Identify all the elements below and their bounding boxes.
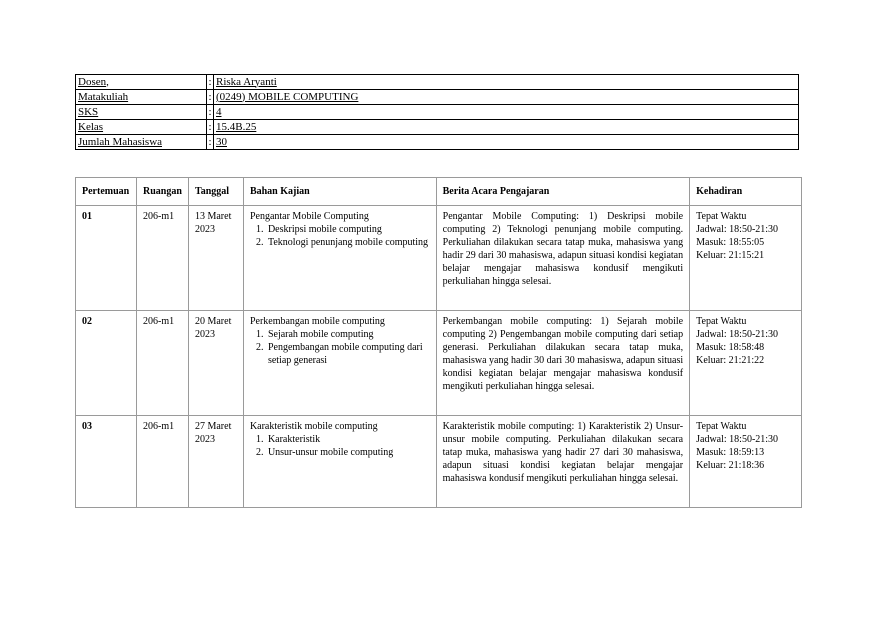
bahan-kajian-cell bbox=[243, 311, 436, 416]
pertemuan-cell: 02 bbox=[76, 311, 137, 416]
info-row-matakuliah bbox=[76, 90, 799, 105]
bahan-item: 1. Deskripsi mobile computing bbox=[266, 223, 430, 236]
header-pertemuan: Pertemuan bbox=[76, 178, 137, 206]
info-value: 30 bbox=[214, 135, 799, 150]
info-row-sks bbox=[76, 105, 799, 120]
ruangan-cell: 206-m1 bbox=[136, 311, 188, 416]
info-row-dosen bbox=[76, 75, 799, 90]
info-separator: : bbox=[208, 105, 212, 118]
berita-acara-cell: Karakteristik mobile computing: 1) Karakteristik 2) Unsur-unsur mobile computing. Perkuliahan dilakukan secara tatap muka, mahasiswa yang hadir 27 dari 30 mahasiswa, adapun situasi kondisi kegiatan belajar mengajar mahasiswa kondusif mengikuti perkuliahan hingga selesai. bbox=[436, 416, 689, 508]
info-row-jumlah-mahasiswa bbox=[76, 135, 799, 150]
info-value: 15.4B.25 bbox=[214, 120, 799, 135]
info-value: (0249) MOBILE COMPUTING bbox=[214, 90, 799, 105]
bahan-kajian-cell bbox=[243, 206, 436, 311]
header-kehadiran: Kehadiran bbox=[690, 178, 802, 206]
info-label: Jumlah Mahasiswa bbox=[76, 135, 207, 150]
info-separator: : bbox=[208, 90, 212, 103]
info-value: Riska Aryanti bbox=[214, 75, 799, 90]
table-header-row bbox=[76, 178, 802, 206]
info-separator: : bbox=[208, 75, 212, 88]
course-info-table bbox=[75, 74, 799, 150]
tanggal-cell: 27 Maret 2023 bbox=[188, 416, 243, 508]
tanggal-cell: 20 Maret 2023 bbox=[188, 311, 243, 416]
info-label: Dosen, bbox=[76, 75, 207, 90]
header-tanggal: Tanggal bbox=[188, 178, 243, 206]
info-label: Matakuliah bbox=[76, 90, 207, 105]
teaching-record-table bbox=[75, 177, 802, 508]
bahan-item: 2. Pengembangan mobile computing dari setiap generasi bbox=[266, 341, 430, 367]
info-separator: : bbox=[208, 135, 212, 148]
bahan-item: 2. Teknologi penunjang mobile computing bbox=[266, 236, 430, 249]
info-row-kelas bbox=[76, 120, 799, 135]
info-label: SKS bbox=[76, 105, 207, 120]
kehadiran-cell: Tepat Waktu Jadwal: 18:50-21:30 Masuk: 18:59:13 Keluar: 21:18:36 bbox=[690, 416, 802, 508]
bahan-item: 1. Karakteristik bbox=[266, 433, 430, 446]
tanggal-cell: 13 Maret 2023 bbox=[188, 206, 243, 311]
bahan-title: Perkembangan mobile computing bbox=[249, 316, 385, 327]
kehadiran-cell: Tepat Waktu Jadwal: 18:50-21:30 Masuk: 18:55:05 Keluar: 21:15:21 bbox=[690, 206, 802, 311]
header-berita-acara: Berita Acara Pengajaran bbox=[436, 178, 689, 206]
header-bahan-kajian: Bahan Kajian bbox=[243, 178, 436, 206]
table-row bbox=[76, 206, 802, 311]
header-ruangan: Ruangan bbox=[136, 178, 188, 206]
table-row bbox=[76, 311, 802, 416]
berita-acara-cell: Pengantar Mobile Computing: 1) Deskripsi mobile computing 2) Teknologi penunjang mobile computing. Perkuliahan dilakukan secara tatap muka, mahasiswa yang hadir 29 dari 30 mahasiswa, adapun situasi kondisi kegiatan belajar mengajar mahasiswa kondusif mengikuti perkuliahan hingga selesai. bbox=[436, 206, 689, 311]
ruangan-cell: 206-m1 bbox=[136, 206, 188, 311]
table-row bbox=[76, 416, 802, 508]
kehadiran-cell: Tepat Waktu Jadwal: 18:50-21:30 Masuk: 18:58:48 Keluar: 21:21:22 bbox=[690, 311, 802, 416]
bahan-kajian-cell bbox=[243, 416, 436, 508]
bahan-title: Pengantar Mobile Computing bbox=[249, 211, 369, 222]
info-value: 4 bbox=[214, 105, 799, 120]
bahan-title: Karakteristik mobile computing bbox=[249, 421, 378, 432]
berita-acara-cell: Perkembangan mobile computing: 1) Sejarah mobile computing 2) Pengembangan mobile computing dari setiap generasi. Perkuliahan dilakukan secara tatap muka, mahasiswa yang hadir 30 dari 30 mahasiswa, adapun situasi kondisi kegiatan belajar mengajar mahasiswa kondusif mengikuti perkuliahan hingga selesai. bbox=[436, 311, 689, 416]
bahan-item: 1. Sejarah mobile computing bbox=[266, 328, 430, 341]
bahan-item: 2. Unsur-unsur mobile computing bbox=[266, 446, 430, 459]
pertemuan-cell: 01 bbox=[76, 206, 137, 311]
info-label: Kelas bbox=[76, 120, 207, 135]
ruangan-cell: 206-m1 bbox=[136, 416, 188, 508]
info-separator: : bbox=[208, 120, 212, 133]
pertemuan-cell: 03 bbox=[76, 416, 137, 508]
